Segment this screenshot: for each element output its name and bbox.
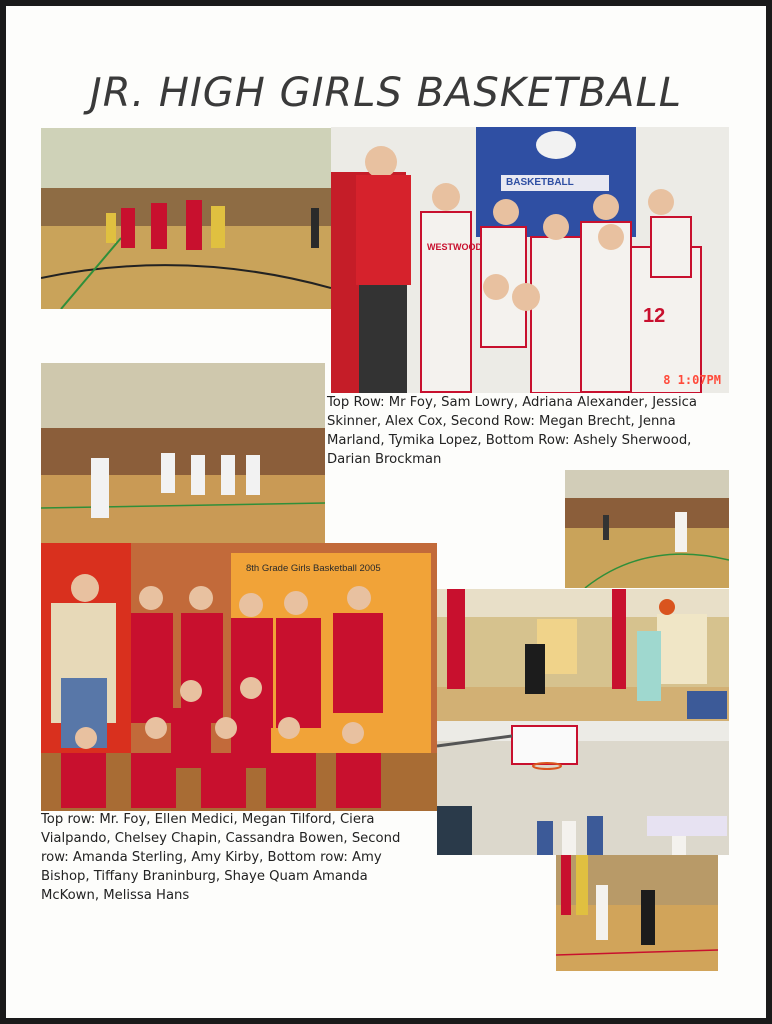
- jersey-name: WESTWOOD: [427, 242, 482, 252]
- banner-text: BASKETBALL: [506, 177, 574, 188]
- photo-practice-passing: [437, 589, 729, 721]
- photo-sign-text: 8th Grade Girls Basketball 2005: [246, 563, 381, 574]
- caption-8th-grade-team: Top row: Mr. Foy, Ellen Medici, Megan Tilford, Ciera Vialpando, Chelsey Chapin, Cassandra Bowen, Second row: Amanda Sterling, Amy Kirby, Bottom row: Amy Bishop, Tiffany Braninburg, Shaye Quam Amanda McKown, Melissa Hans: [41, 812, 401, 903]
- photo-gym-game-wide: [41, 128, 331, 309]
- photo-timestamp: 8 1:07PM: [663, 373, 721, 387]
- page-title: JR. HIGH GIRLS BASKETBALL: [89, 70, 683, 116]
- caption-top-team: Top Row: Mr Foy, Sam Lowry, Adriana Alexander, Jessica Skinner, Alex Cox, Second Row: Megan Brecht, Jenna Marland, Tymika Lopez, Bottom Row: Ashely Sherwood, Darian Brockman: [327, 395, 698, 467]
- photo-gym-practice: [41, 363, 325, 543]
- photo-team-8th-grade: [41, 543, 437, 811]
- photo-gym-drill: [556, 855, 718, 971]
- jersey-number: 12: [643, 305, 666, 327]
- photo-gym-hoop-game: [437, 721, 729, 855]
- photo-team-westwood: [331, 127, 729, 393]
- photo-gym-small: [565, 470, 729, 588]
